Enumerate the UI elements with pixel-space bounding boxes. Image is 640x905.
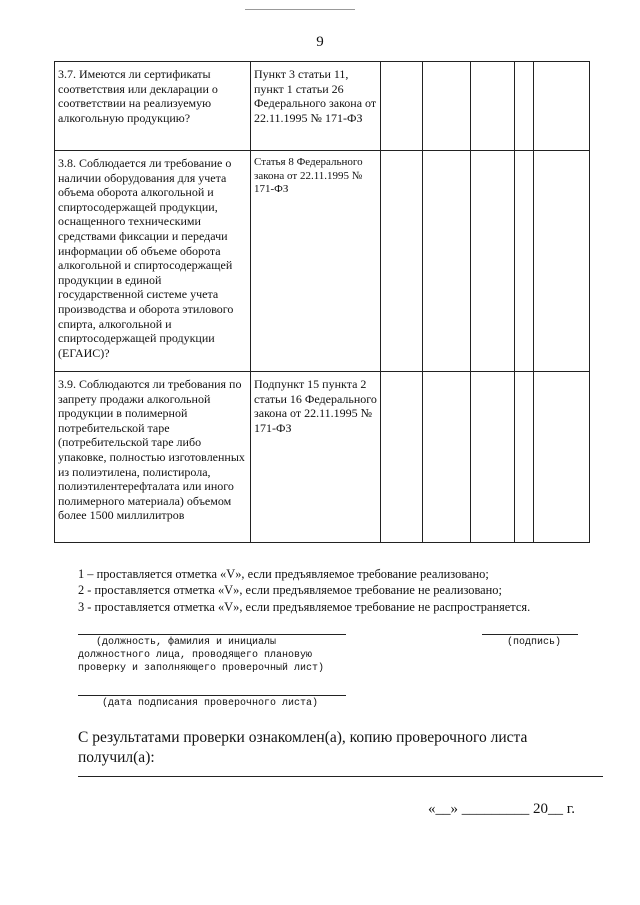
mark-cell[interactable] [423, 62, 471, 151]
date-year-prefix: 20 [533, 801, 548, 817]
signature-line[interactable] [482, 634, 578, 635]
signature-caption: (подпись) [507, 637, 562, 648]
date-caption: (дата подписания проверочного листа) [102, 698, 319, 709]
table-row [55, 62, 590, 151]
date-year-suffix: г. [566, 801, 575, 817]
note-cell[interactable] [534, 151, 590, 372]
date-signature-line[interactable] [78, 695, 346, 696]
date-open-quote: « [428, 801, 436, 817]
date-year-blank: __ [548, 801, 563, 817]
mark-cell[interactable] [381, 62, 423, 151]
question-cell: 3.7. Имеются ли сертификаты соответствия или декларации о соответствии на реализуемую алкогольную продукцию? [55, 62, 251, 151]
mark-cell[interactable] [423, 372, 471, 543]
date-day-blank: __ [435, 801, 451, 817]
mark-cell[interactable] [515, 151, 534, 372]
note-cell[interactable] [534, 62, 590, 151]
position-signature-line[interactable] [78, 634, 346, 635]
date-close-quote: » [450, 801, 458, 817]
mark-cell[interactable] [471, 372, 515, 543]
mark-cell[interactable] [515, 372, 534, 543]
date-field[interactable] [428, 801, 575, 818]
mark-cell[interactable] [471, 151, 515, 372]
acknowledgement-text: С результатами проверки ознакомлен(а), копию проверочного листа получил(а): [78, 729, 528, 766]
reference-cell: Статья 8 Федерального закона от 22.11.1995 № 171-ФЗ [251, 151, 381, 372]
table-row [55, 151, 590, 372]
legend-item: 3 - проставляется отметка «V», если предъявляемое требование не распространяется. [78, 599, 531, 614]
checklist-table [54, 61, 590, 543]
reference-cell: Подпункт 15 пункта 2 статьи 16 Федерального закона от 22.11.1995 № 171-ФЗ [251, 372, 381, 543]
mark-cell[interactable] [471, 62, 515, 151]
acknowledgement-line[interactable] [78, 776, 603, 777]
note-cell[interactable] [534, 372, 590, 543]
legend [78, 566, 530, 615]
mark-cell[interactable] [423, 151, 471, 372]
question-cell: 3.8. Соблюдается ли требование о наличии оборудования для учета объема оборота алкогольной и спиртосодержащей продукции, оснащенного техническими средствами фиксации и передачи информации об объеме оборота алкогольной и спиртосодержащей продукции в единой государственной системе учета производства и оборота этилового спирта, алкогольной и спиртосодержащей продукции (ЕГАИС)? [55, 151, 251, 372]
legend-item: 2 - проставляется отметка «V», если предъявляемое требование не реализовано; [78, 583, 502, 598]
question-cell: 3.9. Соблюдаются ли требования по запрету продажи алкогольной продукции в полимерной потребительской таре (потребительской таре либо упаковке, полностью изготовленных из полиэтилена, полистирола, полиэтилентерефталата или иного полимерного материала) объемом более 1500 миллилитров [55, 372, 251, 543]
reference-cell: Пункт 3 статьи 11, пункт 1 статьи 26 Федерального закона от 22.11.1995 № 171-ФЗ [251, 62, 381, 151]
legend-item: 1 – проставляется отметка «V», если предъявляемое требование реализовано; [78, 567, 489, 581]
position-caption: (должность, фамилия и инициалы должностного лица, проводящего плановую проверку и заполняющего проверочный лист) [78, 637, 325, 674]
mark-cell[interactable] [515, 62, 534, 151]
mark-cell[interactable] [381, 151, 423, 372]
mark-cell[interactable] [381, 372, 423, 543]
page-number: 9 [316, 34, 324, 50]
table-row [55, 372, 590, 543]
top-rule [245, 9, 355, 10]
date-month-blank: _________ [461, 801, 530, 817]
